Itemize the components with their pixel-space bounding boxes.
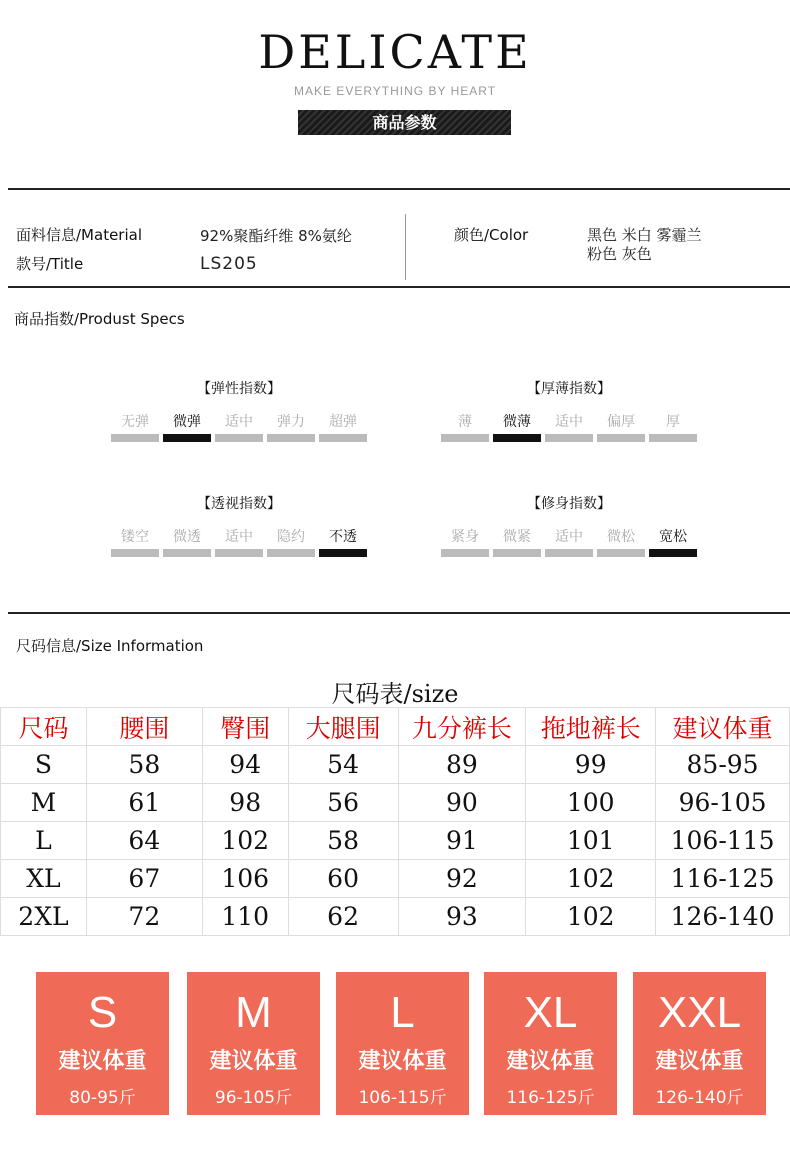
size-table-header-cell: 九分裤长 (398, 708, 526, 746)
card-label: 建议体重 (506, 1049, 595, 1074)
material-value: 92%聚酯纤维 8%氨纶 (200, 227, 352, 245)
card-size: XL (523, 988, 578, 1037)
table-row (1, 746, 790, 784)
spec-option-label: 厚 (666, 414, 680, 430)
card-size: S (87, 988, 118, 1037)
spec-option-label: 隐约 (277, 529, 305, 545)
spec-option (441, 525, 489, 557)
size-table-cell: 102 (526, 898, 656, 936)
section-banner: 商品参数 (298, 110, 511, 135)
brand-tagline: MAKE EVERYTHING BY HEART (293, 84, 497, 98)
spec-option-label: 薄 (458, 414, 472, 430)
size-table-cell: 91 (398, 822, 526, 860)
spec-option-bar (493, 549, 541, 557)
spec-scale (441, 525, 697, 557)
size-table-header-cell: 腰围 (86, 708, 202, 746)
size-table-caption: 尺码表/size (331, 680, 459, 708)
card-label: 建议体重 (209, 1049, 298, 1074)
title-value: LS205 (200, 254, 258, 274)
spec-scale (111, 525, 367, 557)
size-table-cell: 110 (202, 898, 288, 936)
size-table-cell: 58 (86, 746, 202, 784)
size-table-cell: 99 (526, 746, 656, 784)
spec-option (267, 410, 315, 442)
size-table-cell: 96-105 (656, 784, 790, 822)
size-table-cell: 67 (86, 860, 202, 898)
column-divider (405, 214, 406, 280)
size-table-cell: 72 (86, 898, 202, 936)
size-table-cell: 106 (202, 860, 288, 898)
spec-option-bar (215, 549, 263, 557)
size-table-header-cell: 拖地裤长 (526, 708, 656, 746)
size-table-cell: 90 (398, 784, 526, 822)
spec-option-bar (163, 434, 211, 442)
card-label: 建议体重 (655, 1049, 744, 1074)
spec-option (163, 410, 211, 442)
spec-option-bar (267, 549, 315, 557)
spec-option (597, 525, 645, 557)
spec-option-bar (649, 434, 697, 442)
spec-option (215, 525, 263, 557)
spec-option-label: 无弹 (121, 414, 149, 430)
size-table-cell: L (1, 822, 87, 860)
size-table-header-cell: 大腿围 (288, 708, 398, 746)
spec-option (267, 525, 315, 557)
spec-option-bar (545, 549, 593, 557)
size-weight-card (187, 972, 320, 1115)
spec-option-bar (649, 549, 697, 557)
color-values-line1: 黑色 米白 雾霾兰 (587, 226, 702, 244)
table-row (1, 822, 790, 860)
size-table-cell: M (1, 784, 87, 822)
spec-option-bar (111, 549, 159, 557)
size-table-header-row (1, 708, 790, 746)
spec-option (597, 410, 645, 442)
card-weight: 96-105斤 (214, 1088, 293, 1108)
spec-option (163, 525, 211, 557)
brand-logo: DELICATE (258, 25, 532, 79)
card-weight: 116-125斤 (506, 1088, 595, 1108)
spec-option-label: 适中 (555, 414, 583, 430)
card-label: 建议体重 (58, 1049, 147, 1074)
spec-option-label: 紧身 (451, 529, 479, 545)
spec-scale (111, 410, 367, 442)
spec-option-bar (493, 434, 541, 442)
spec-option (545, 525, 593, 557)
spec-group (111, 378, 367, 442)
spec-option-bar (319, 549, 367, 557)
spec-option-bar (163, 549, 211, 557)
spec-option (649, 410, 697, 442)
size-table-cell: 100 (526, 784, 656, 822)
spec-group-title: 【修身指数】 (527, 496, 611, 512)
spec-option-bar (597, 549, 645, 557)
spec-option-label: 偏厚 (607, 414, 635, 430)
size-table-cell: XL (1, 860, 87, 898)
size-table-cell: 93 (398, 898, 526, 936)
table-row (1, 898, 790, 936)
spec-option (215, 410, 263, 442)
size-table-cell: 94 (202, 746, 288, 784)
table-row (1, 860, 790, 898)
size-table-cell: 85-95 (656, 746, 790, 784)
title-label: 款号/Title (16, 255, 84, 273)
spec-group (441, 493, 697, 557)
size-table-cell: 98 (202, 784, 288, 822)
size-table-cell: S (1, 746, 87, 784)
spec-option-bar (441, 549, 489, 557)
spec-option (319, 525, 367, 557)
spec-option (319, 410, 367, 442)
spec-option-bar (111, 434, 159, 442)
spec-option-bar (215, 434, 263, 442)
size-section-title: 尺码信息/Size Information (16, 637, 204, 655)
spec-scale (441, 410, 697, 442)
spec-option (111, 410, 159, 442)
spec-option-label: 弹力 (277, 414, 305, 430)
spec-option (493, 410, 541, 442)
size-table-cell: 64 (86, 822, 202, 860)
spec-option-label: 微透 (173, 529, 201, 545)
card-size: XXL (657, 988, 742, 1037)
size-table-header-cell: 尺码 (1, 708, 87, 746)
size-table-header-cell: 建议体重 (656, 708, 790, 746)
spec-option-bar (597, 434, 645, 442)
size-table-cell: 106-115 (656, 822, 790, 860)
size-table-cell: 58 (288, 822, 398, 860)
card-size: L (390, 988, 415, 1037)
spec-option-label: 宽松 (659, 529, 687, 545)
size-table-cell: 102 (526, 860, 656, 898)
spec-group (441, 378, 697, 442)
spec-option (441, 410, 489, 442)
size-weight-card (633, 972, 766, 1115)
spec-option (493, 525, 541, 557)
spec-option-label: 微紧 (503, 529, 531, 545)
card-weight: 106-115斤 (358, 1088, 447, 1108)
spec-option-label: 适中 (225, 414, 253, 430)
size-table-cell: 116-125 (656, 860, 790, 898)
card-weight: 126-140斤 (655, 1088, 744, 1108)
size-table-cell: 62 (288, 898, 398, 936)
size-table-cell: 102 (202, 822, 288, 860)
card-label: 建议体重 (358, 1049, 447, 1074)
spec-group (111, 493, 367, 557)
spec-option (111, 525, 159, 557)
card-weight: 80-95斤 (69, 1088, 136, 1108)
spec-group-title: 【厚薄指数】 (527, 381, 611, 397)
spec-option-label: 微弹 (173, 414, 201, 430)
size-table-cell: 60 (288, 860, 398, 898)
spec-option (649, 525, 697, 557)
size-table-cell: 89 (398, 746, 526, 784)
spec-option-label: 微松 (607, 529, 635, 545)
spec-option (545, 410, 593, 442)
size-table-cell: 54 (288, 746, 398, 784)
spec-option-label: 微薄 (503, 414, 531, 430)
size-weight-card (336, 972, 469, 1115)
spec-option-label: 适中 (225, 529, 253, 545)
spec-group-title: 【透视指数】 (197, 496, 281, 512)
size-table-cell: 126-140 (656, 898, 790, 936)
spec-option-label: 适中 (555, 529, 583, 545)
material-label: 面料信息/Material (16, 226, 142, 244)
spec-option-bar (267, 434, 315, 442)
card-size: M (235, 988, 272, 1037)
size-table-cell: 2XL (1, 898, 87, 936)
size-table-cell: 92 (398, 860, 526, 898)
size-table-cell: 56 (288, 784, 398, 822)
color-label: 颜色/Color (454, 226, 529, 244)
spec-option-label: 超弹 (329, 414, 357, 430)
table-row (1, 784, 790, 822)
size-weight-card (36, 972, 169, 1115)
size-table-cell: 101 (526, 822, 656, 860)
size-table-cell: 61 (86, 784, 202, 822)
specs-section-title: 商品指数/Produst Specs (14, 310, 185, 328)
size-weight-card (484, 972, 617, 1115)
color-values-line2: 粉色 灰色 (587, 245, 652, 263)
spec-option-label: 镂空 (121, 529, 149, 545)
spec-option-bar (319, 434, 367, 442)
spec-option-bar (545, 434, 593, 442)
size-table-header-cell: 臀围 (202, 708, 288, 746)
size-table (0, 707, 790, 936)
spec-option-label: 不透 (329, 529, 357, 545)
spec-group-title: 【弹性指数】 (197, 381, 281, 397)
divider (8, 612, 790, 614)
divider (8, 286, 790, 288)
spec-option-bar (441, 434, 489, 442)
divider (8, 188, 790, 190)
